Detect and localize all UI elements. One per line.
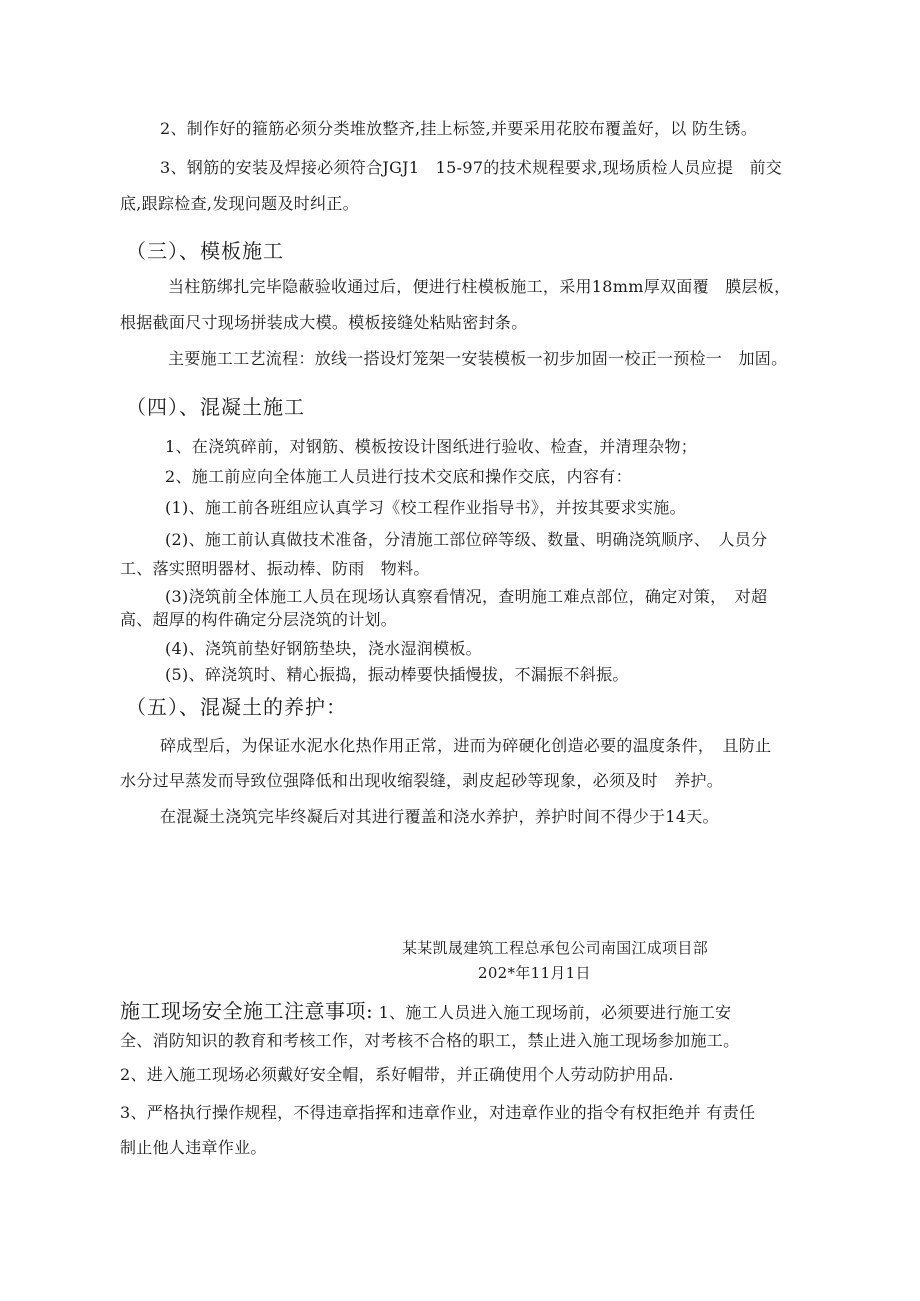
list-item: 2、施工前应向全体施工人员进行技术交底和操作交底，内容有： bbox=[165, 467, 632, 486]
section-heading: （五）、混凝土的养护： bbox=[126, 695, 347, 719]
section-heading: （三）、模板施工 bbox=[126, 239, 284, 263]
list-item-line: 高、超厚的构件确定分层浇筑的计划。 bbox=[120, 610, 398, 629]
list-item-line: (2)、施工前认真做技术准备，分清施工部位碎等级、数量、明确浇筑顺序、 人员分 bbox=[165, 530, 768, 549]
section-heading: （四）、混凝土施工 bbox=[126, 395, 305, 419]
safety-item-1-start: 1、施工人员进入施工现场前，必须要进行施工安 bbox=[373, 1003, 732, 1022]
paragraph: 主要施工工艺流程：放线一搭设灯笼架一安装模板一初步加固一校正一预检一 加固。 bbox=[168, 349, 788, 368]
safety-title: 施工现场安全施工注意事项: bbox=[120, 999, 374, 1023]
list-item: (5)、碎浇筑时、精心振捣，振动棒要快插慢拔，不漏振不斜振。 bbox=[165, 665, 629, 684]
safety-item-1-cont: 全、消防知识的教育和考核工作，对考核不合格的职工，禁止进入施工现场参加施工。 bbox=[120, 1031, 740, 1050]
safety-item-3-line: 3、严格执行操作规程，不得违章指挥和违章作业，对违章作业的指令有权拒绝并 有责任 bbox=[120, 1103, 756, 1122]
paragraph-line: 根据截面尺寸现场拼装成大模。模板接缝处粘贴密封条。 bbox=[120, 313, 528, 332]
paragraph-line: 3、钢筋的安装及焊接必须符合JGJ1 15-97的技术规程要求,现场质检人员应提 前交 bbox=[160, 158, 783, 177]
list-item: (4)、浇筑前垫好钢筋垫块，浇水湿润模板。 bbox=[165, 639, 482, 658]
safety-item-3-line: 制止他人违章作业。 bbox=[120, 1138, 267, 1157]
paragraph-line: 碎成型后，为保证水泥水化热作用正常，进而为碎硬化创造必要的温度条件， 且防止 bbox=[160, 736, 772, 755]
paragraph: 2、制作好的箍筋必须分类堆放整齐,挂上标签,并要采用花胶布覆盖好，以 防生锈。 bbox=[160, 119, 758, 138]
signature-date: 202*年11月1日 bbox=[478, 964, 591, 982]
list-item: 1、在浇筑碎前，对钢筋、模板按设计图纸进行验收、检查，并清理杂物； bbox=[165, 437, 698, 456]
paragraph-line: 底,跟踪检查,发现问题及时纠正。 bbox=[120, 194, 359, 213]
safety-first-line bbox=[120, 1000, 731, 1024]
paragraph-line: 水分过早蒸发而导致位强降低和出现收缩裂缝，剥皮起砂等现象，必须及时 养护。 bbox=[120, 771, 724, 790]
list-item-line: (3)浇筑前全体施工人员在现场认真察看情况，查明施工难点部位，确定对策， 对超 bbox=[165, 587, 768, 606]
list-item: (1)、施工前各班组应认真学习《校工程作业指导书》，并按其要求实施。 bbox=[165, 498, 686, 517]
paragraph: 在混凝土浇筑完毕终凝后对其进行覆盖和浇水养护，养护时间不得少于14天。 bbox=[160, 807, 719, 826]
paragraph-line: 当柱筋绑扎完毕隐蔽验收通过后，便进行柱模板施工，采用18mm厚双面覆 膜层板， bbox=[168, 277, 791, 296]
signature-organization: 某某凯晟建筑工程总承包公司南国江成项目部 bbox=[402, 939, 709, 957]
safety-item-2: 2、进入施工现场必须戴好安全帽，系好帽带，并正确使用个人劳动防护用品. bbox=[120, 1065, 674, 1084]
list-item-line: 工、落实照明器材、振动棒、防雨 物料。 bbox=[120, 559, 430, 578]
